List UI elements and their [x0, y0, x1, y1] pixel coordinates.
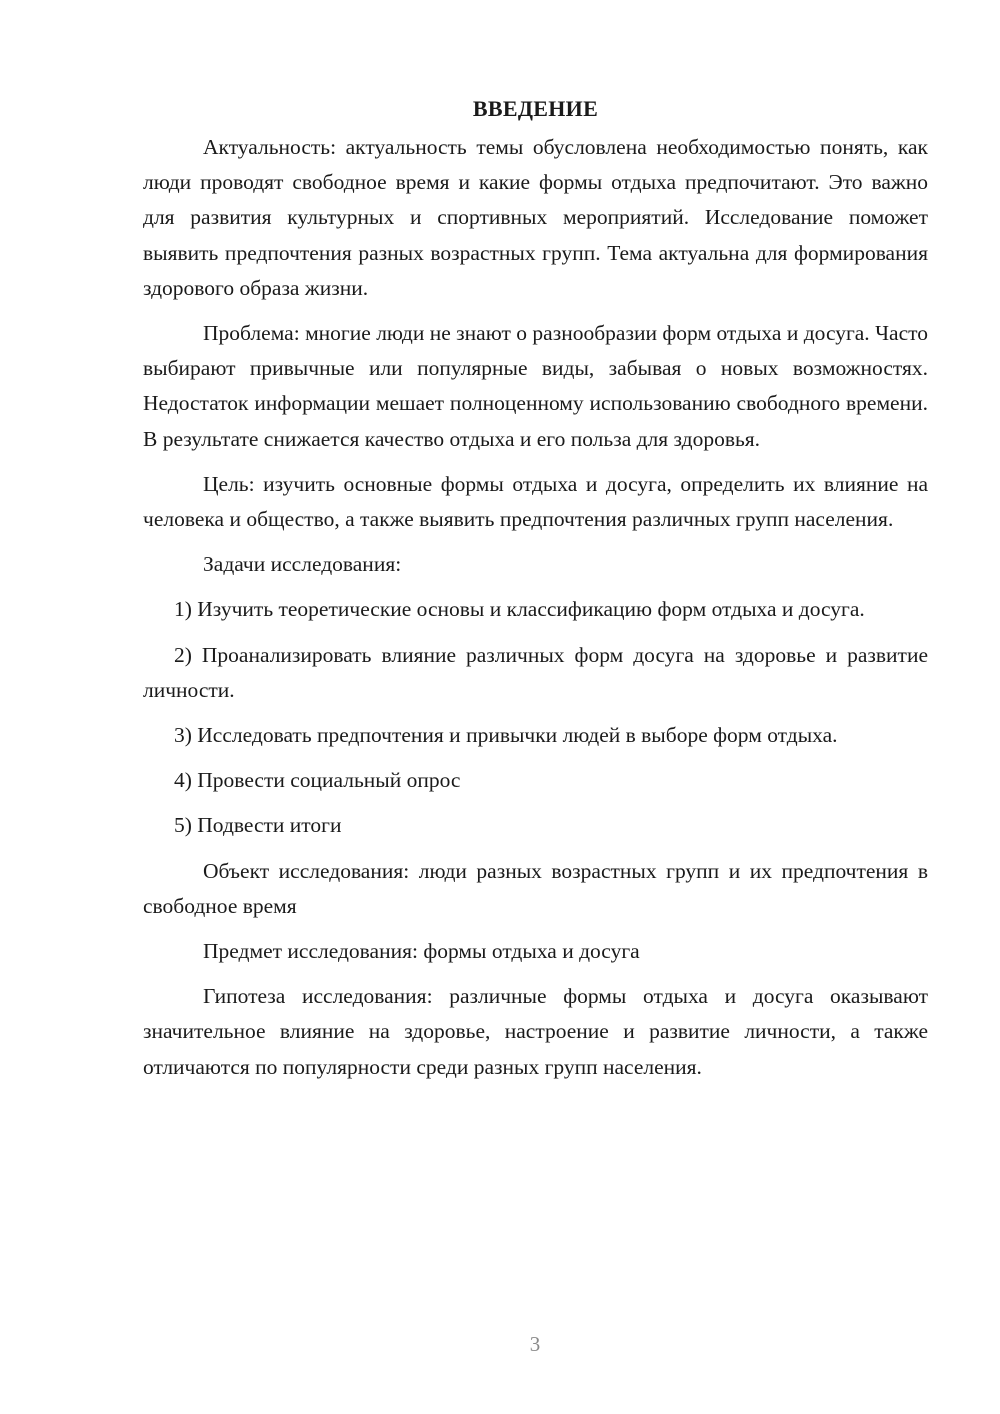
task-item-1: 1) Изучить теоретические основы и классификацию форм отдыха и досуга. [174, 597, 865, 622]
task-item-5: 5) Подвести итоги [174, 813, 342, 838]
document-page [143, 94, 928, 1085]
task-item-3: 3) Исследовать предпочтения и привычки людей в выборе форм отдыха. [174, 723, 838, 748]
page-number: 3 [529, 1332, 541, 1356]
section-title: ВВЕДЕНИЕ [472, 96, 599, 121]
task-item-4: 4) Провести социальный опрос [174, 768, 461, 793]
paragraph-relevance: Актуальность: актуальность темы обусловлена необходимостью понять, как люди проводят свободное время и какие формы отдыха предпочитают. Это важно для развития культурных и спортивных мероприятий. Исследование поможет выявить предпочтения разных возрастных групп. Тема актуальна для формирования здорового образа жизни. [143, 135, 928, 300]
paragraph-hypothesis: Гипотеза исследования: различные формы отдыха и досуга оказывают значительное влияние на здоровье, настроение и развитие личности, а также отличаются по популярности среди разных групп населения. [143, 984, 928, 1079]
task-item-2: 2) Проанализировать влияние различных форм досуга на здоровье и развитие личности. [143, 642, 928, 702]
paragraph-subject: Предмет исследования: формы отдыха и досуга [203, 939, 640, 964]
paragraph-goal: Цель: изучить основные формы отдыха и досуга, определить их влияние на человека и общество, а также выявить предпочтения различных групп населения. [143, 471, 928, 532]
tasks-heading: Задачи исследования: [203, 552, 402, 577]
paragraph-problem: Проблема: многие люди не знают о разнообразии форм отдыха и досуга. Часто выбирают привычные или популярные виды, забывая о новых возможностях. Недостаток информации мешает полноценному использованию свободного времени. В результате снижается качество отдыха и его польза для здоровья. [143, 321, 928, 451]
paragraph-object: Объект исследования: люди разных возрастных групп и их предпочтения в свободное время [143, 858, 928, 918]
